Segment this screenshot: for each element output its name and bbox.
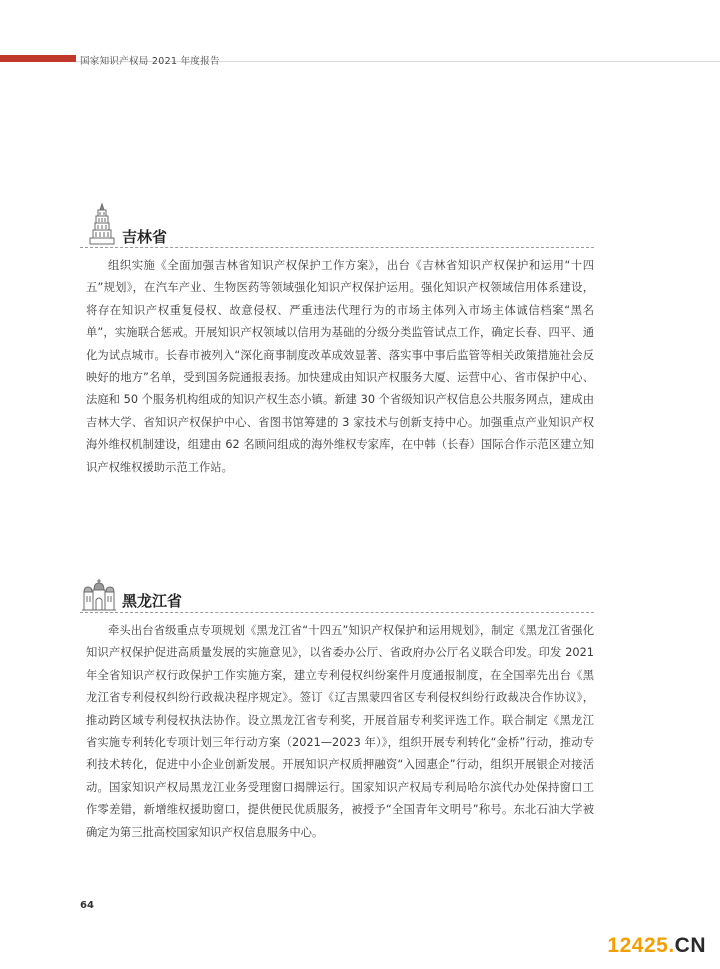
header-accent-bar bbox=[0, 55, 76, 62]
section-divider bbox=[80, 247, 594, 248]
page-number: 64 bbox=[80, 900, 94, 911]
section-paragraph: 牵头出台省级重点专项规划《黑龙江省“十四五”知识产权保护和运用规划》，制定《黑龙江省强化知识产权保护促进高质量发展的实施意见》，以省委办公厅、省政府办公厅名义联合印发。印发 2021 年全省知识产权行政保护工作实施方案，建立专利侵权纠纷案件月度通报制度，在全国率先出台《黑龙江省专利侵权纠纷行政裁决程序规定》。签订《辽吉黑蒙四省区专利侵权纠纷行政裁决合作协议》，推动跨区域专利侵权执法协作。设立黑龙江省专利奖，开展首届专利奖评选工作。联合制定《黑龙江省实施专利转化专项计划三年行动方案（2021—2023 年）》，组织开展专利转化“金桥”行动，推动专利技术转化，促进中小企业创新发展。开展知识产权质押融资“入园惠企”行动，组织开展银企对接活动。国家知识产权局黑龙江业务受理窗口揭牌运行。国家知识产权局专利局哈尔滨代办处保持窗口工作零差错，新增维权援助窗口，提供便民优质服务，被授予“全国青年文明号”称号。东北石油大学被确定为第三批高校国家知识产权信息服务中心。 bbox=[86, 624, 594, 839]
watermark-suffix: CN bbox=[674, 934, 706, 957]
watermark-number: 12425 bbox=[607, 934, 669, 957]
site-watermark bbox=[607, 934, 706, 958]
watermark-dot: . bbox=[668, 934, 675, 957]
section-title: 黑龙江省 bbox=[122, 592, 183, 610]
section-divider bbox=[80, 612, 594, 613]
section-title: 吉林省 bbox=[122, 228, 168, 246]
church-building-icon bbox=[81, 578, 117, 612]
tower-building-icon bbox=[88, 202, 116, 246]
running-header: 国家知识产权局 2021 年度报告 bbox=[80, 56, 220, 67]
section-paragraph: 组织实施《全面加强吉林省知识产权保护工作方案》，出台《吉林省知识产权保护和运用“十四五”规划》，在汽车产业、生物医药等领域强化知识产权保护运用。强化知识产权领域信用体系建设，将存在知识产权重复侵权、故意侵权、严重违法代理行为的市场主体列入市场主体诚信档案“黑名单”，实施联合惩戒。开展知识产权领域以信用为基础的分级分类监管试点工作，确定长春、四平、通化为试点城市。长春市被列入“深化商事制度改革成效显著、落实事中事后监管等相关政策措施社会反映好的地方”名单，受到国务院通报表扬。加快建成由知识产权服务大厦、运营中心、省市保护中心、法庭和 50 个服务机构组成的知识产权生态小镇。新建 30 个省级知识产权信息公共服务网点，建成由吉林大学、省知识产权保护中心、省图书馆筹建的 3 家技术与创新支持中心。加强重点产业知识产权海外维权机制建设，组建由 62 名顾问组成的海外维权专家库，在中韩（长春）国际合作示范区建立知识产权维权援助示范工作站。 bbox=[86, 259, 594, 474]
